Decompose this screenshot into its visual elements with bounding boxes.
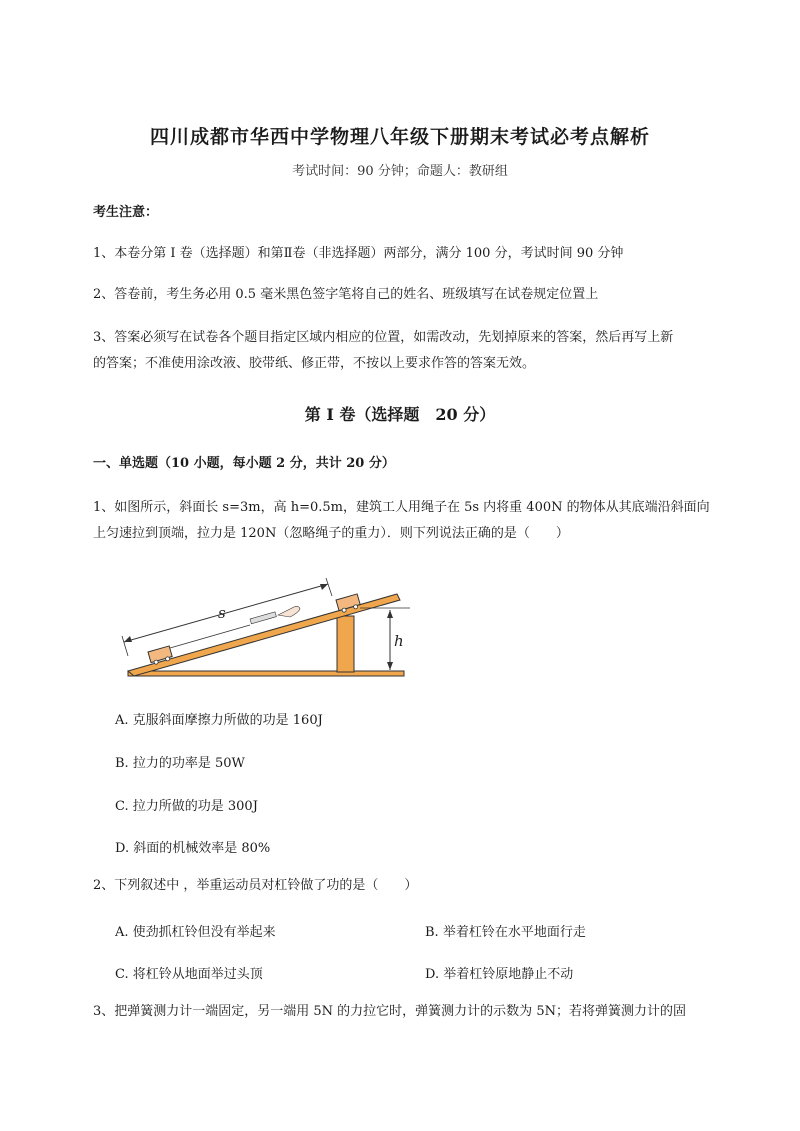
question-2-option-b[interactable]: B. 举着杠铃在水平地面行走 [425, 925, 586, 940]
question-1-option-c[interactable]: C. 拉力所做的功是 300J [115, 799, 258, 814]
exam-info: 考试时间：90 分钟；命题人：教研组 [292, 164, 508, 179]
notice-item-3: 3、答案必须写在试卷各个题目指定区域内相应的位置，如需改动，先划掉原来的答案，然后再写上新 [93, 330, 674, 345]
spring-scale [250, 612, 276, 624]
notice-item-3-cont: 的答案；不准使用涂改液、胶带纸、修正带，不按以上要求作答的答案无效。 [93, 356, 536, 371]
question-3-line-1: 3、把弹簧测力计一端固定，另一端用 5N 的力拉它时，弹簧测力计的示数为 5N；若将弹簧测力计的固 [93, 1004, 686, 1019]
s-arrow [124, 584, 328, 642]
question-2-option-c[interactable]: C. 将杠铃从地面举过头顶 [115, 967, 263, 982]
page-title: 四川成都市华西中学物理八年级下册期末考试必考点解析 [149, 126, 650, 148]
question-2-line-1: 2、下列叙述中 ，举重运动员对杠铃做了功的是（ ） [93, 878, 418, 893]
notice-item-2: 2、答卷前，考生务必用 0.5 毫米黑色签字笔将自己的姓名、班级填写在试卷规定位置上 [93, 287, 599, 302]
question-1-line-2: 上匀速拉到顶端，拉力是 120N（忽略绳子的重力）．则下列说法正确的是（ ） [93, 526, 569, 541]
support-post [337, 616, 354, 672]
question-2-option-a[interactable]: A. 使劲抓杠铃但没有举起来 [115, 925, 276, 940]
label-s: s [218, 604, 226, 622]
incline-board [128, 594, 400, 676]
part-heading: 一、单选题（10 小题，每小题 2 分，共计 20 分） [93, 456, 395, 471]
notice-heading: 考生注意： [93, 205, 159, 220]
notice-item-1: 1、本卷分第 I 卷（选择题）和第Ⅱ卷（非选择题）两部分，满分 100 分，考试时间 90 分钟 [93, 246, 624, 261]
section-title: 第 I 卷（选择题 20 分） [304, 405, 496, 424]
hand [278, 606, 300, 617]
label-h: h [394, 632, 404, 650]
question-2-option-d[interactable]: D. 举着杠铃原地静止不动 [425, 967, 574, 982]
question-1-option-d[interactable]: D. 斜面的机械效率是 80% [115, 841, 271, 856]
incline-figure [110, 570, 420, 685]
ground-plank [128, 671, 404, 676]
question-1-line-1: 1、如图所示，斜面长 s=3m，高 h=0.5m，建筑工人用绳子在 5s 内将重 400N 的物体从其底端沿斜面向 [93, 500, 710, 515]
question-1-option-a[interactable]: A. 克服斜面摩擦力所做的功是 160J [115, 713, 323, 728]
question-1-option-b[interactable]: B. 拉力的功率是 50W [115, 756, 245, 771]
